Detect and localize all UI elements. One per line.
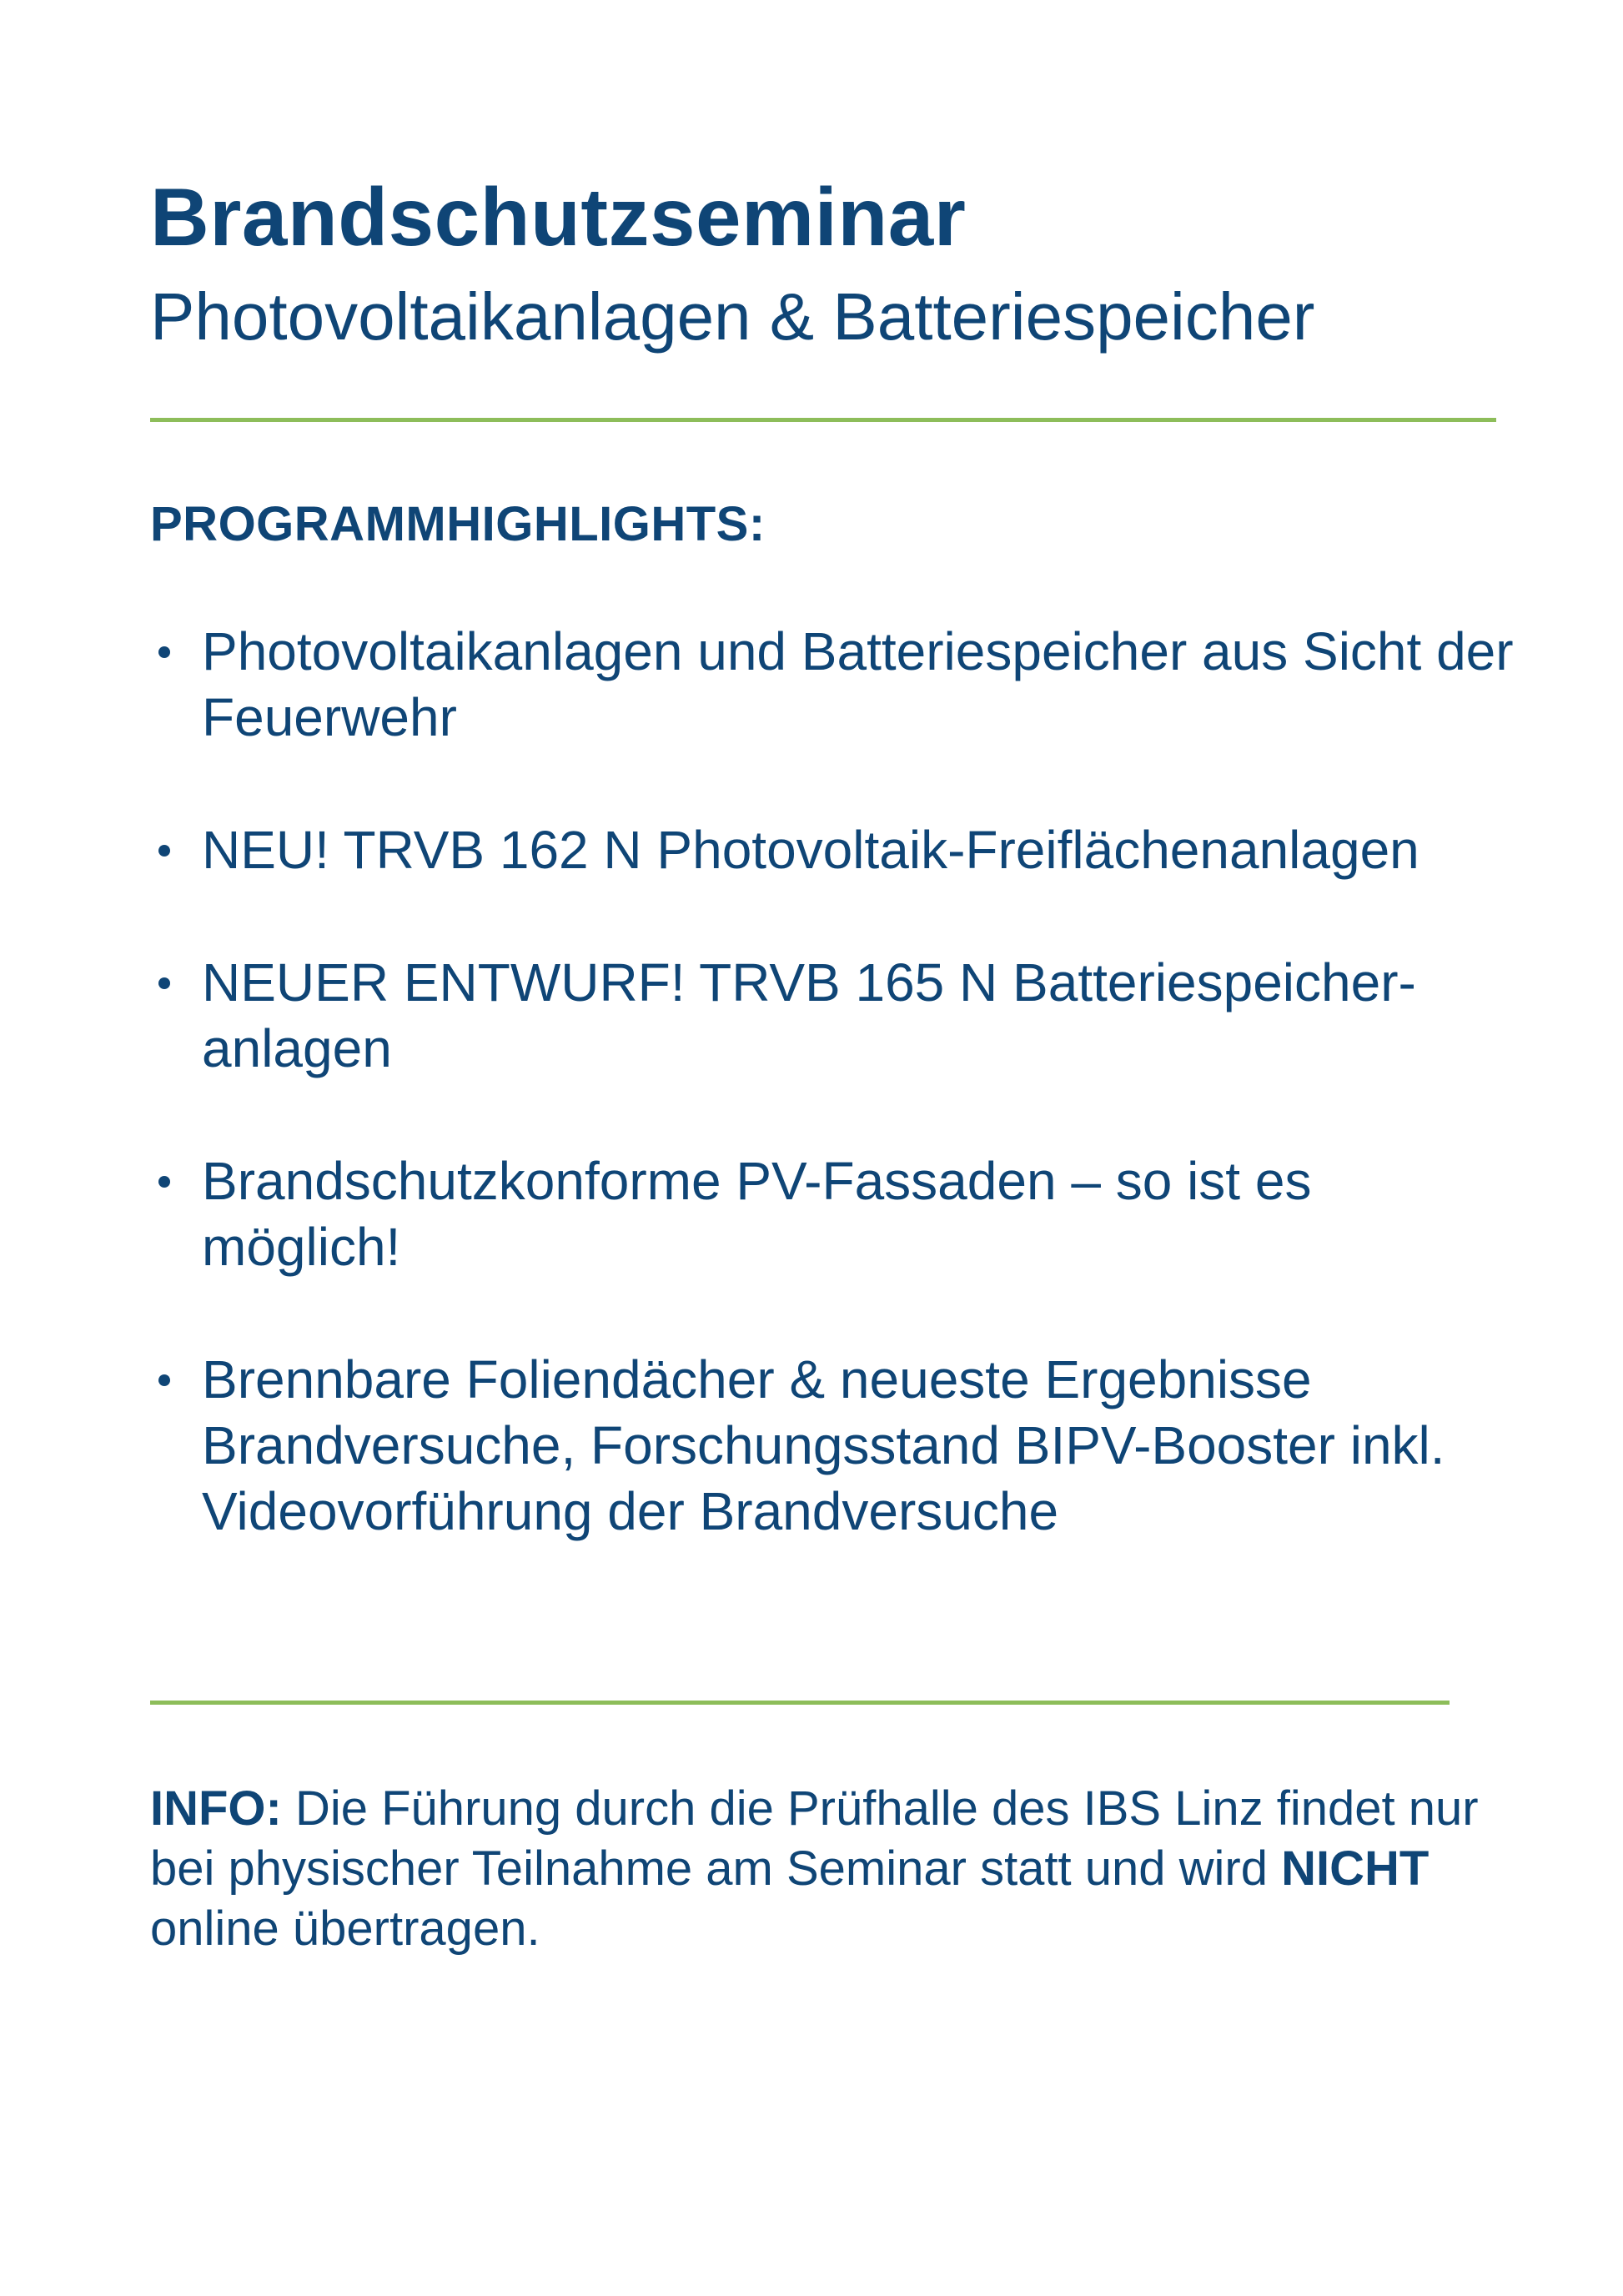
list-item [150, 817, 1518, 883]
bullet-icon [158, 1176, 170, 1188]
highlights-list [150, 619, 1518, 1611]
list-item-text: Brennbare Foliendächer & neueste Ergebnisse Brandversuche, Forschungsstand BIPV-Booster inkl. Videovorführung der Brandversuche [202, 1349, 1445, 1541]
list-item [150, 1347, 1518, 1545]
list-item-text: Photovoltaikanlagen und Batteriespeicher aus Sicht der Feuerwehr [202, 621, 1514, 747]
list-item [150, 950, 1518, 1082]
divider-bottom [150, 1701, 1450, 1705]
bullet-icon [158, 1374, 170, 1386]
divider-top [150, 418, 1496, 422]
page-subtitle: Photovoltaikanlagen & Batteriespeicher [150, 279, 1315, 354]
list-item [150, 1148, 1518, 1280]
page-title: Brandschutzseminar [150, 171, 967, 263]
info-label: INFO: [150, 1781, 282, 1836]
bullet-icon [158, 845, 170, 857]
list-item-text: Brandschutzkonforme PV-Fassaden – so ist es möglich! [202, 1151, 1312, 1277]
bullet-icon [158, 977, 170, 989]
info-text-after: online übertragen. [150, 1902, 540, 1956]
section-heading: PROGRAMMHIGHLIGHTS: [150, 497, 766, 551]
list-item-text: NEU! TRVB 162 N Photovoltaik-Freiflächenanlagen [202, 820, 1419, 880]
info-text-before: Die Führung durch die Prüfhalle des IBS Linz findet nur bei physischer Teilnahme am Seminar statt und wird [150, 1781, 1479, 1896]
info-note [150, 1779, 1501, 1959]
list-item-text: NEUER ENTWURF! TRVB 165 N Batteriespeicher-anlagen [202, 952, 1416, 1078]
bullet-icon [158, 646, 170, 658]
list-item [150, 619, 1518, 751]
info-emphasis: NICHT [1281, 1841, 1430, 1896]
